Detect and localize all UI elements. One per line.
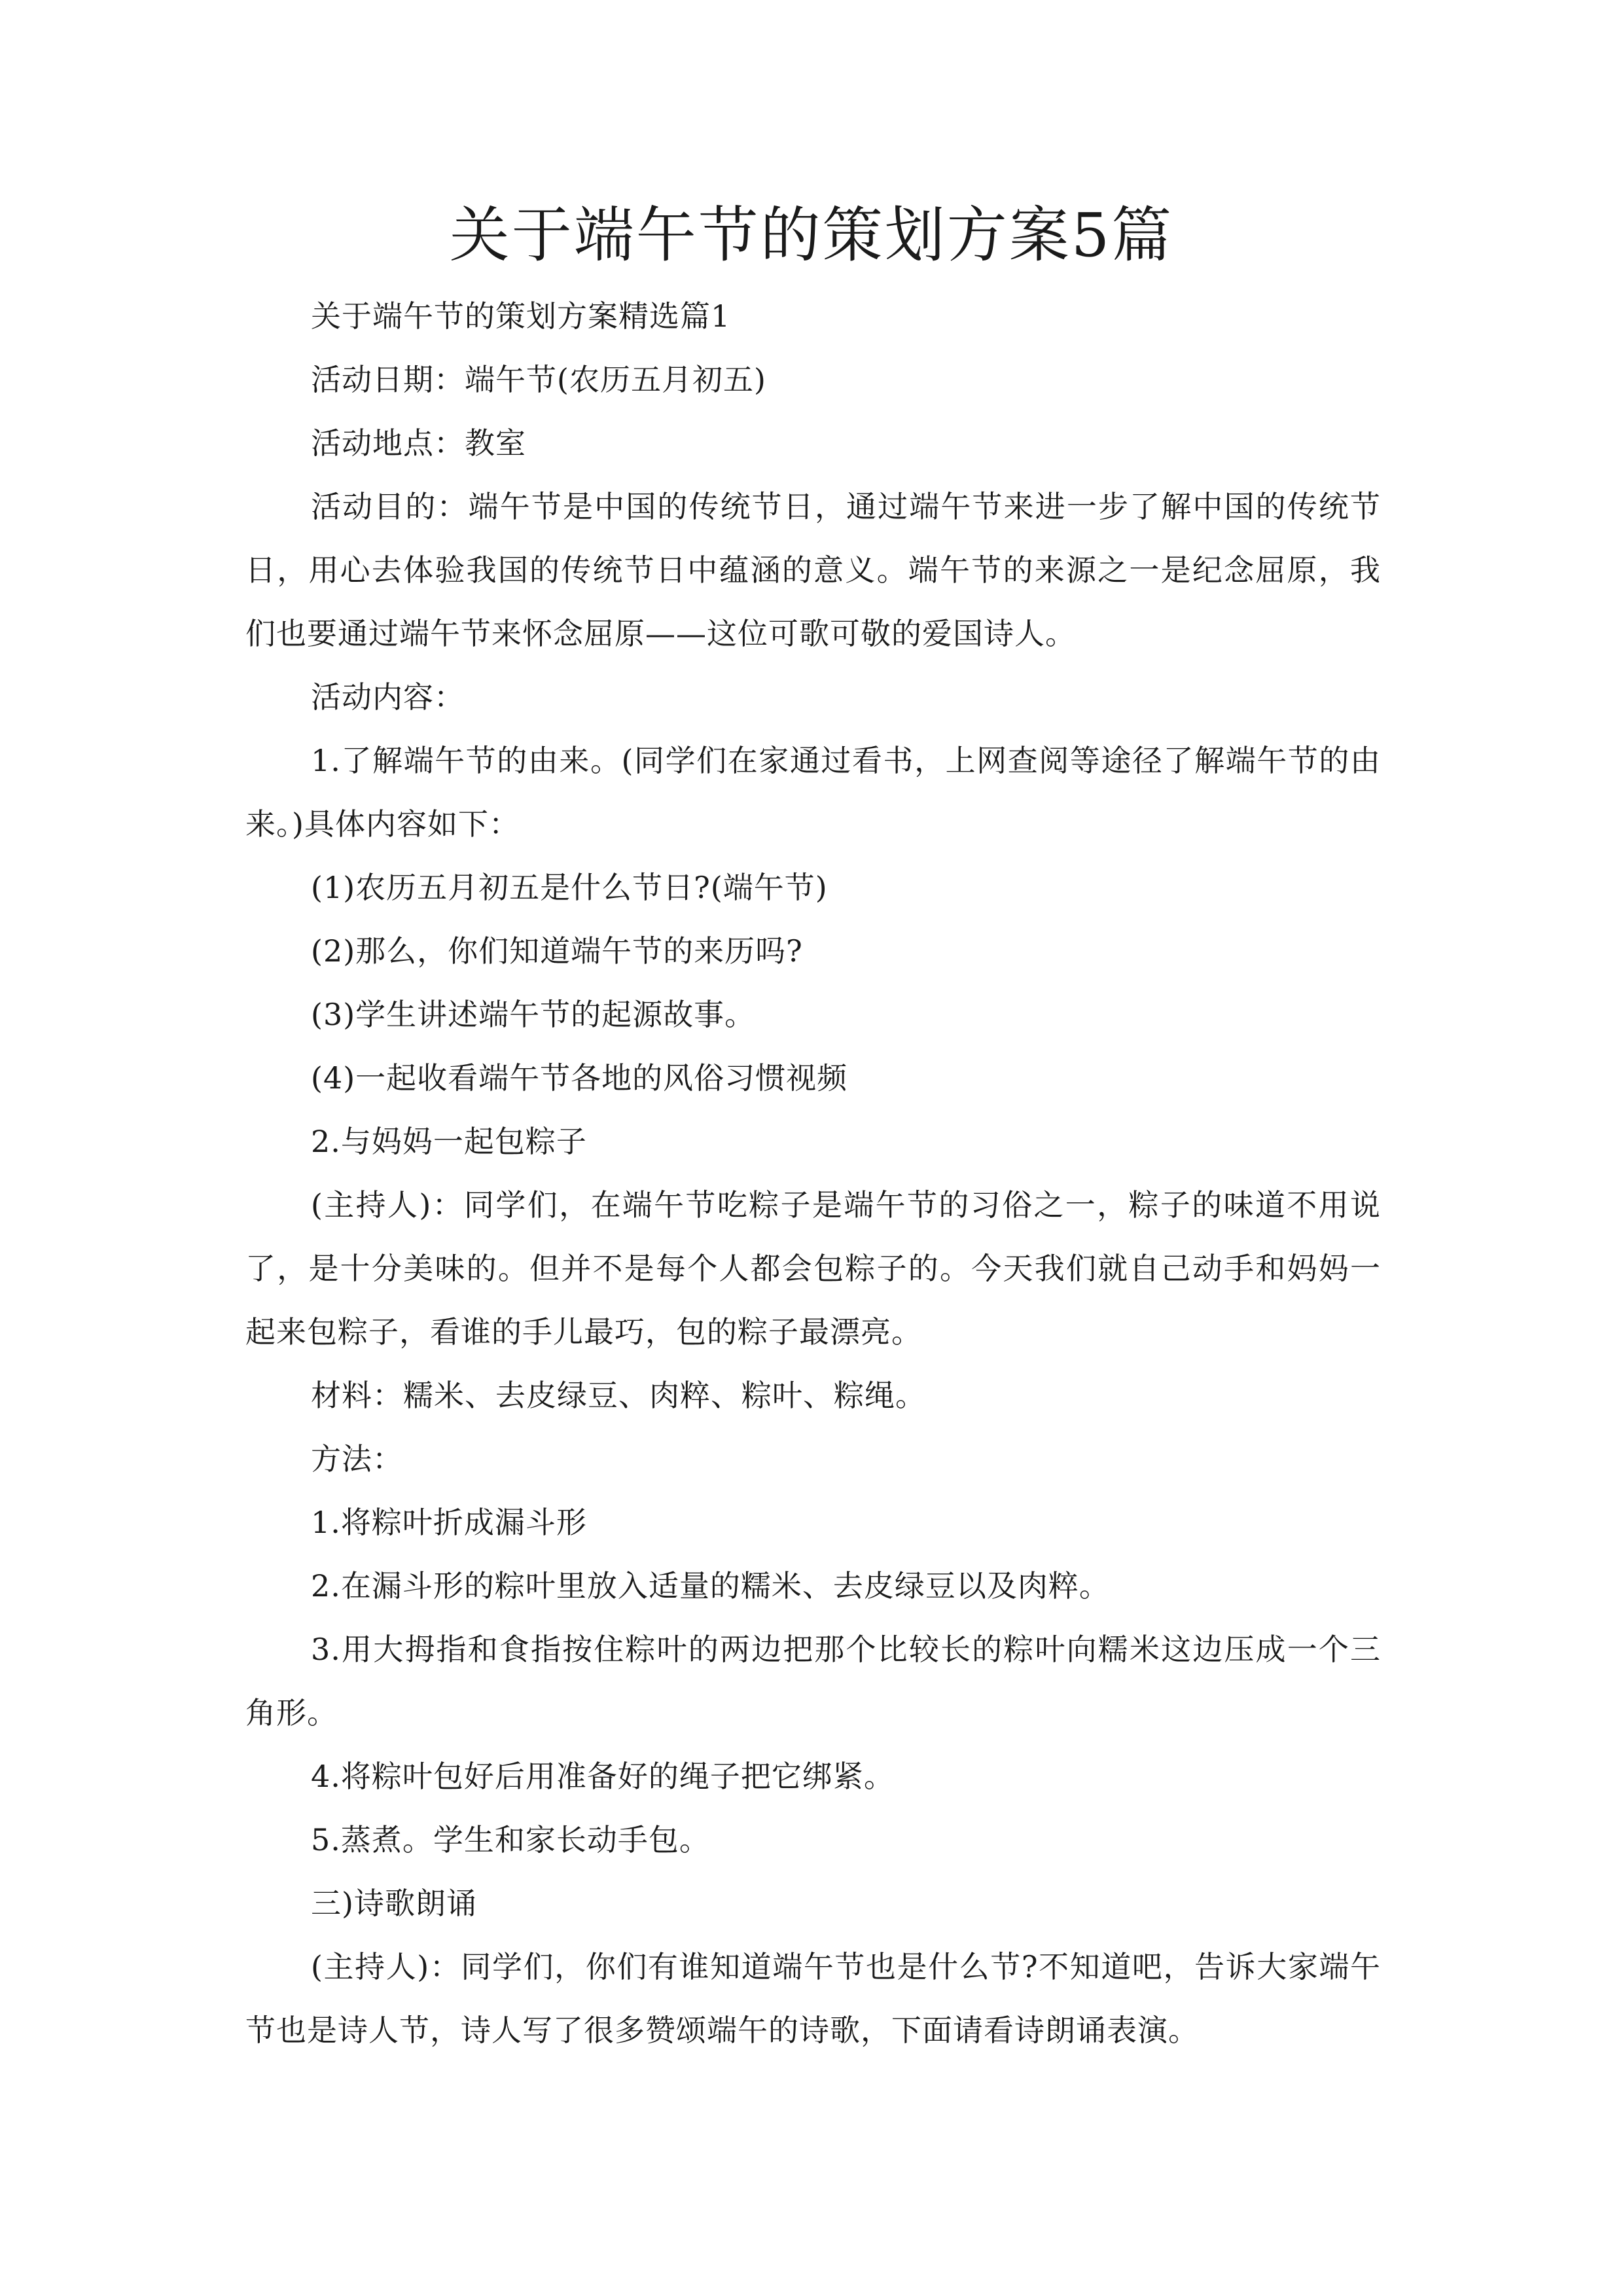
paragraph: (2)那么，你们知道端午节的来历吗? — [311, 933, 803, 969]
paragraph: (4)一起收看端午节各地的风俗习惯视频 — [311, 1060, 848, 1096]
paragraph: 4.将粽叶包好后用准备好的绳子把它绑紧。 — [311, 1759, 895, 1794]
paragraph: (主持人)：同学们，你们有谁知道端午节也是什么节?不知道吧，告诉大家端午节也是诗人节，诗人写了很多赞颂端午的诗歌，下面请看诗朗诵表演。 — [245, 1949, 1381, 2048]
document-title: 关于端午节的策划方案5篇 — [449, 200, 1174, 270]
paragraph: 活动内容： — [311, 679, 465, 715]
paragraph: 1.将粽叶折成漏斗形 — [311, 1505, 587, 1540]
paragraph: 2.在漏斗形的粽叶里放入适量的糯米、去皮绿豆以及肉粹。 — [311, 1568, 1110, 1604]
paragraph: (3)学生讲述端午节的起源故事。 — [311, 997, 756, 1032]
paragraph: 材料：糯米、去皮绿豆、肉粹、粽叶、粽绳。 — [311, 1378, 926, 1413]
paragraph: 活动目的：端午节是中国的传统节日，通过端午节来进一步了解中国的传统节日，用心去体验我国的传统节日中蕴涵的意义。端午节的来源之一是纪念屈原，我们也要通过端午节来怀念屈原——这位可歌可敬的爱国诗人。 — [245, 489, 1381, 651]
paragraph: 1.了解端午节的由来。(同学们在家通过看书，上网查阅等途径了解端午节的由来。)具体内容如下： — [245, 743, 1381, 842]
paragraph: (主持人)：同学们，在端午节吃粽子是端午节的习俗之一，粽子的味道不用说了，是十分美味的。但并不是每个人都会包粽子的。今天我们就自己动手和妈妈一起来包粽子，看谁的手儿最巧，包的粽子最漂亮。 — [245, 1187, 1381, 1350]
paragraph: 三)诗歌朗诵 — [311, 1886, 477, 1921]
paragraph: 活动日期：端午节(农历五月初五) — [311, 362, 766, 397]
paragraph: (1)农历五月初五是什么节日?(端午节) — [311, 870, 828, 905]
paragraph: 2.与妈妈一起包粽子 — [311, 1124, 587, 1159]
paragraph: 活动地点：教室 — [311, 425, 526, 461]
paragraph: 3.用大拇指和食指按住粽叶的两边把那个比较长的粽叶向糯米这边压成一个三角形。 — [245, 1632, 1381, 1731]
paragraph: 关于端午节的策划方案精选篇1 — [311, 298, 731, 334]
document-body — [245, 285, 1381, 2062]
paragraph: 方法： — [311, 1441, 403, 1477]
paragraph: 5.蒸煮。学生和家长动手包。 — [311, 1822, 710, 1857]
